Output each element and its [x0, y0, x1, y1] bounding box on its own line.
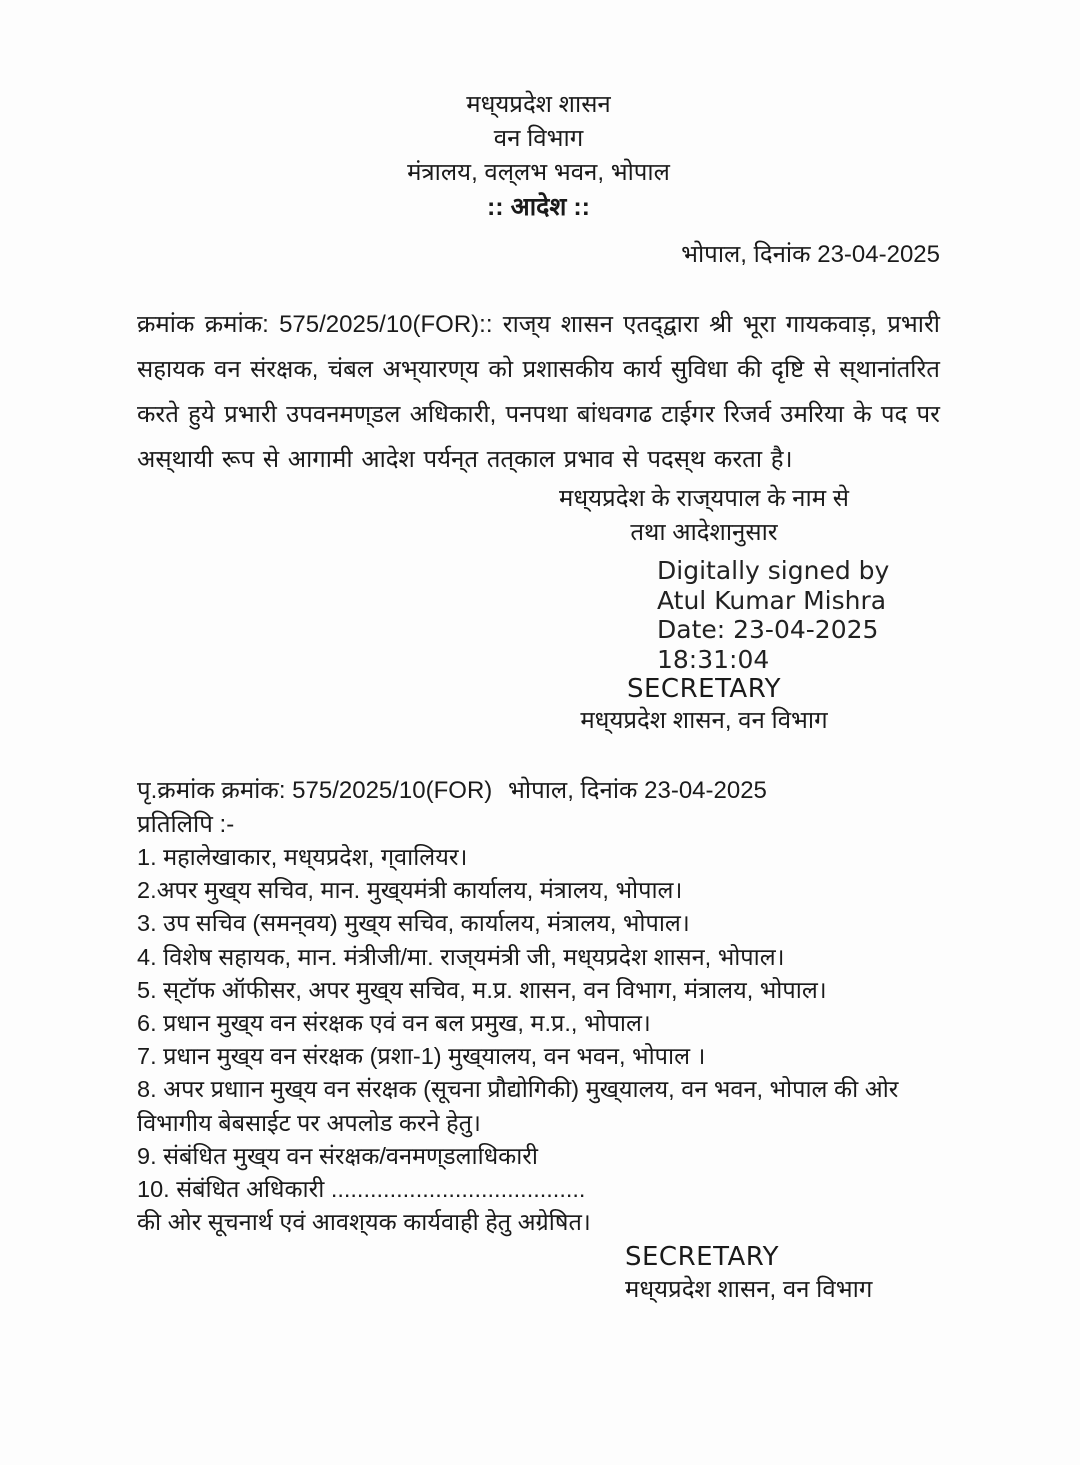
list-item: 9. संबंधित मुख्‌य वन संरक्षक/वनमण्‌डलाधिकारी: [137, 1142, 539, 1169]
list-item: 2.अपर मुख्‌य सचिव, मान. मुख्‌यमंत्री कार्यालय, मंत्रालय, भोपाल।: [137, 877, 683, 904]
list-item: 6. प्रधान मुख्‌य वन संरक्षक एवं वन बल प्रमुख, म.प्र., भोपाल।: [137, 1010, 651, 1037]
footer-signatory-block: [625, 1241, 940, 1306]
list-item: 1. महालेखाकार, मध्‌यप्रदेश, ग्‌वालियर।: [137, 844, 468, 870]
authority-line-1: मध्‌यप्रदेश के राज्‌यपाल के नाम से: [559, 485, 849, 512]
digital-signature-name: Atul Kumar Mishra: [657, 585, 887, 615]
forwarding-note: की ओर सूचनार्थ एवं आवश्‌यक कार्यवाही हेतु अग्रेषित।: [137, 1209, 591, 1236]
order-title: :: आदेश ::: [486, 193, 591, 221]
signatory-title: SECRETARY: [626, 674, 781, 704]
letterhead: [137, 88, 940, 224]
list-item: 5. स्‌टॉफ ऑफीसर, अपर मुख्‌य सचिव, म.प्र. शासन, वन विभाग, मंत्रालय, भोपाल।: [137, 976, 827, 1003]
endorsement-ref-number: पृ.क्रमांक क्रमांक: 575/2025/10(FOR): [137, 777, 493, 804]
digital-signature-date: Date: 23-04-2025: [657, 615, 879, 644]
government-name: मध्‌यप्रदेश शासन: [466, 91, 611, 118]
department-name: वन विभाग: [493, 125, 584, 152]
list-item: 3. उप सचिव (समन्‌वय) मुख्‌य सचिव, कार्यालय, मंत्रालय, भोपाल।: [137, 910, 690, 937]
list-item: 10. संबंधित अधिकारी .......................................: [137, 1176, 586, 1203]
signatory-department: मध्‌यप्रदेश शासन, वन विभाग: [580, 707, 828, 734]
list-item: 8. अपर प्रधाान मुख्‌य वन संरक्षक (सूचना प्रौद्योगिकी) मुख्‌यालय, वन भवन, भोपाल की ओर विभागीय बेबसाईट पर अपलोड करने हेतु।: [137, 1076, 899, 1136]
signatory-block: [534, 674, 874, 738]
list-item: 7. प्रधान मुख्‌य वन संरक्षक (प्रशा-1) मुख्‌यालय, वन भवन, भोपाल ।: [137, 1043, 706, 1070]
footer-signatory-department: मध्‌यप्रदेश शासन, वन विभाग: [625, 1276, 873, 1304]
copy-to-label: प्रतिलिपि :-: [137, 811, 235, 838]
authority-line-2: तथा आदेशानुसार: [630, 519, 778, 546]
footer-signatory-title: SECRETARY: [625, 1242, 780, 1273]
office-address: मंत्रालय, वल्‌लभ भवन, भोपाल: [407, 159, 670, 186]
copy-to-list: [137, 841, 940, 1206]
order-body-paragraph: क्रमांक क्रमांक: 575/2025/10(FOR):: राज्‌य शासन एतद्‌द्वारा श्री भूरा गायकवाड़, प्रभारी सहायक वन संरक्षक, चंबल अभ्‌यारण्‌य को प्रशासकीय कार्य सुविधा की दृष्टि से स्‌थानांतरित करते हुये प्रभारी उपवनमण्‌डल अधिकारी, पनपथा बांधवगढ टाईगर रिजर्व उमरिया के पद पर अस्‌थायी रूप से आगामी आदेश पर्यन्‌त तत्‌काल प्रभाव से पदस्‌थ करता है।: [137, 311, 940, 473]
endorsement-reference-line: [137, 774, 940, 808]
authority-block: [534, 482, 874, 550]
list-item: 4. विशेष सहायक, मान. मंत्रीजी/मा. राज्‌यमंत्री जी, मध्‌यप्रदेश शासन, भोपाल।: [137, 943, 785, 970]
digital-signature: [657, 556, 957, 674]
digital-signature-time: 18:31:04: [657, 644, 770, 674]
endorsement-date: भोपाल, दिनांक 23-04-2025: [508, 777, 767, 804]
digital-signature-line-1: Digitally signed by: [657, 556, 890, 585]
issue-date: भोपाल, दिनांक 23-04-2025: [681, 241, 940, 268]
